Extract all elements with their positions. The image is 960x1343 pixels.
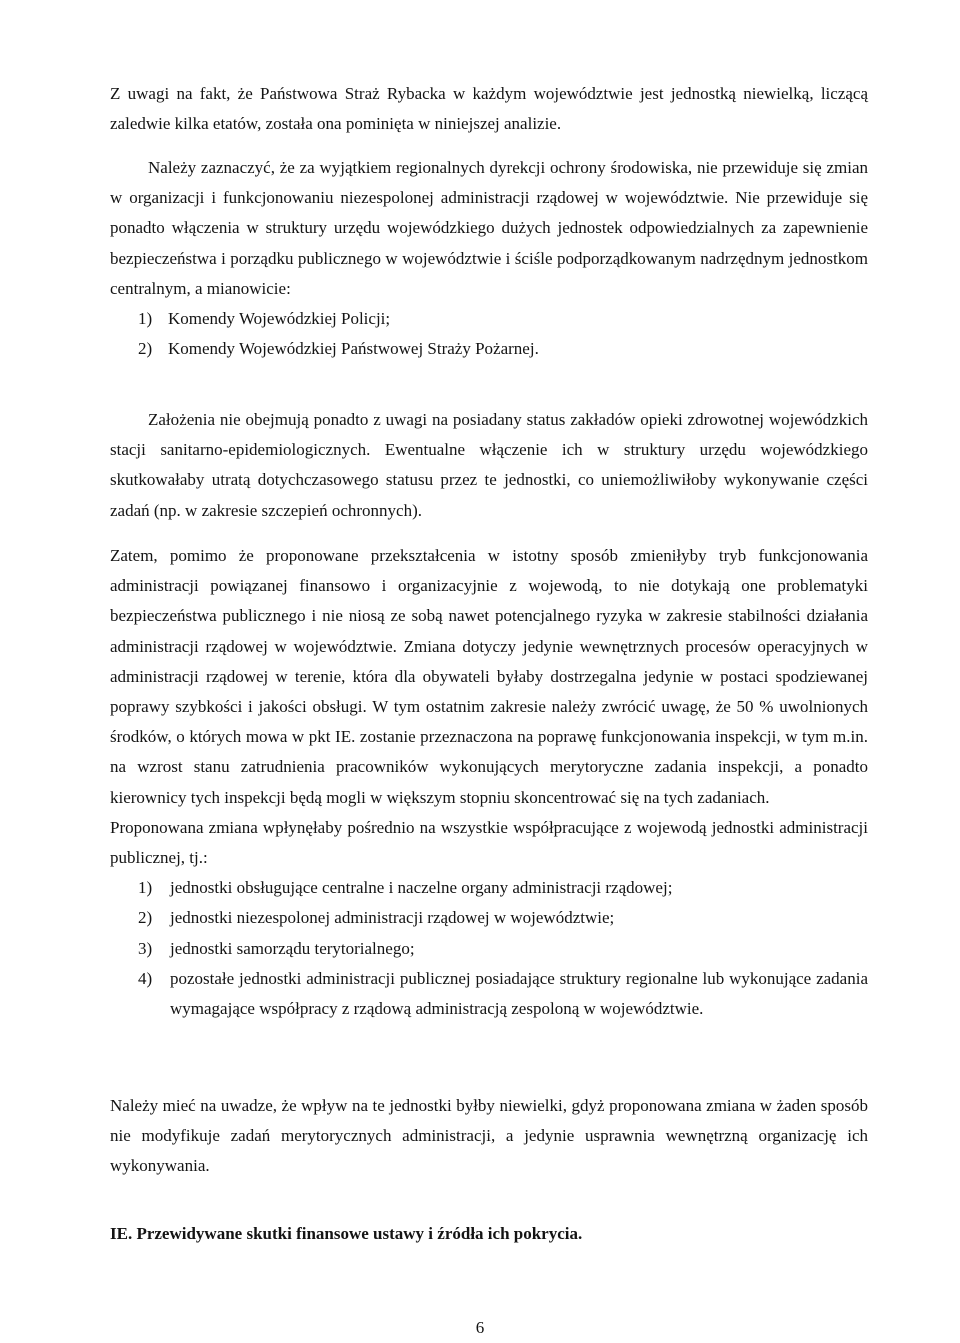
list-item-text: jednostki samorządu terytorialnego; [170, 938, 415, 958]
list-item-text: Komendy Wojewódzkiej Policji; [168, 309, 391, 329]
list-item [110, 304, 868, 334]
list-item [110, 934, 868, 964]
list-item-number: 1) [138, 878, 153, 898]
paragraph-transformations [110, 541, 868, 1024]
paragraph-sanitary-stations [110, 405, 868, 526]
paragraph-text: Zatem, pomimo że proponowane przekształcenia w istotny sposób zmieniłyby tryb funkcjonowania administracji powiązanej finansowo i organizacyjnie z wojewodą, to nie dotykają one problematyki bezpieczeństwa publicznego i nie niosą ze sobą nawet potencjalnego ryzyka w zakresie stabilności działania administracji rządowej w województwie. Zmiana dotyczy jedynie wewnętrznych procesów operacyjnych w administracji rządowej w terenie, która dla obywateli byłaby dostrzegalna jedynie w postaci spodziewanej poprawy szybkości i jakości obsługi. W tym ostatnim zakresie należy zwrócić uwagę, że 50 % uwolnionych środków, o których mowa w pkt IE. zostanie przeznaczona na poprawę funkcjonowania inspekcji, w tym m.in. na wzrost stanu zatrudnienia pracowników wykonujących merytoryczne zadania inspekcji, a ponadto kierownicy tych inspekcji będą mogli w większym stopniu skoncentrować się na tych zadaniach. [110, 546, 868, 807]
list-item [110, 964, 868, 1024]
paragraph-text: Założenia nie obejmują ponadto z uwagi na posiadany status zakładów opieki zdrowotnej wojewódzkich stacji sanitarno-epidemiologicznych. Ewentualne włączenie ich w struktury urzędu wojewódzkiego skutkowałaby utratą dotychczasowego statusu przez te jednostki, co uniemożliwiłoby wykonywanie części zadań (np. w zakresie szczepień ochronnych). [110, 410, 868, 520]
list-item-text: pozostałe jednostki administracji publicznej posiadające struktury regionalne lub wykonujące zadania wymagające współpracy z rządową administracją zespoloną w województwie. [170, 968, 868, 1019]
section-heading-block [110, 1219, 868, 1249]
list-item [110, 903, 868, 933]
paragraph-text: Należy zaznaczyć, że za wyjątkiem regionalnych dyrekcji ochrony środowiska, nie przewiduje się zmian w organizacji i funkcjonowaniu niezespolonej administracji rządowej w województwie. Nie przewiduje się ponadto włączenia w struktury urzędu wojewódzkiego dużych jednostek odpowiedzialnych za zapewnienie bezpieczeństwa i porządku publicznego w województwie i ściśle podporządkowanym nadrzędnym jednostkom centralnym, a mianowicie: [110, 158, 868, 298]
paragraph-text: Proponowana zmiana wpłynęłaby pośrednio na wszystkie współpracujące z wojewodą jednostki administracji publicznej, tj.: [110, 817, 868, 868]
list-item-number: 1) [138, 309, 153, 329]
paragraph-text: Z uwagi na fakt, że Państwowa Straż Rybacka w każdym województwie jest jednostką niewielką, liczącą zaledwie kilka etatów, została ona pominięta w niniejszej analizie. [110, 84, 868, 134]
list-item-text: jednostki obsługujące centralne i naczelne organy administracji rządowej; [170, 878, 673, 898]
paragraph-impact [110, 1091, 868, 1182]
list-item [110, 873, 868, 903]
list-item-number: 2) [138, 908, 153, 928]
page-number: 6 [475, 1318, 485, 1337]
list-item-number: 3) [138, 938, 153, 958]
paragraph-administration-changes [110, 153, 868, 364]
list-item-text: Komendy Wojewódzkiej Państwowej Straży Pożarnej. [168, 339, 539, 359]
paragraph-text: Należy mieć na uwadze, że wpływ na te jednostki byłby niewielki, gdyż proponowana zmiana w żaden sposób nie modyfikuje zadań merytorycznych administracji, a jedynie usprawnia wewnętrzną organizację ich wykonywania. [110, 1096, 868, 1176]
list-item-number: 4) [138, 968, 153, 988]
section-heading: IE. Przewidywane skutki finansowe ustawy i źródła ich pokrycia. [110, 1224, 583, 1243]
list-item-number: 2) [138, 339, 153, 359]
list-item [110, 334, 868, 364]
paragraph-state-fishing-guard [110, 79, 868, 139]
list-item-text: jednostki niezespolonej administracji rządowej w województwie; [170, 908, 615, 928]
